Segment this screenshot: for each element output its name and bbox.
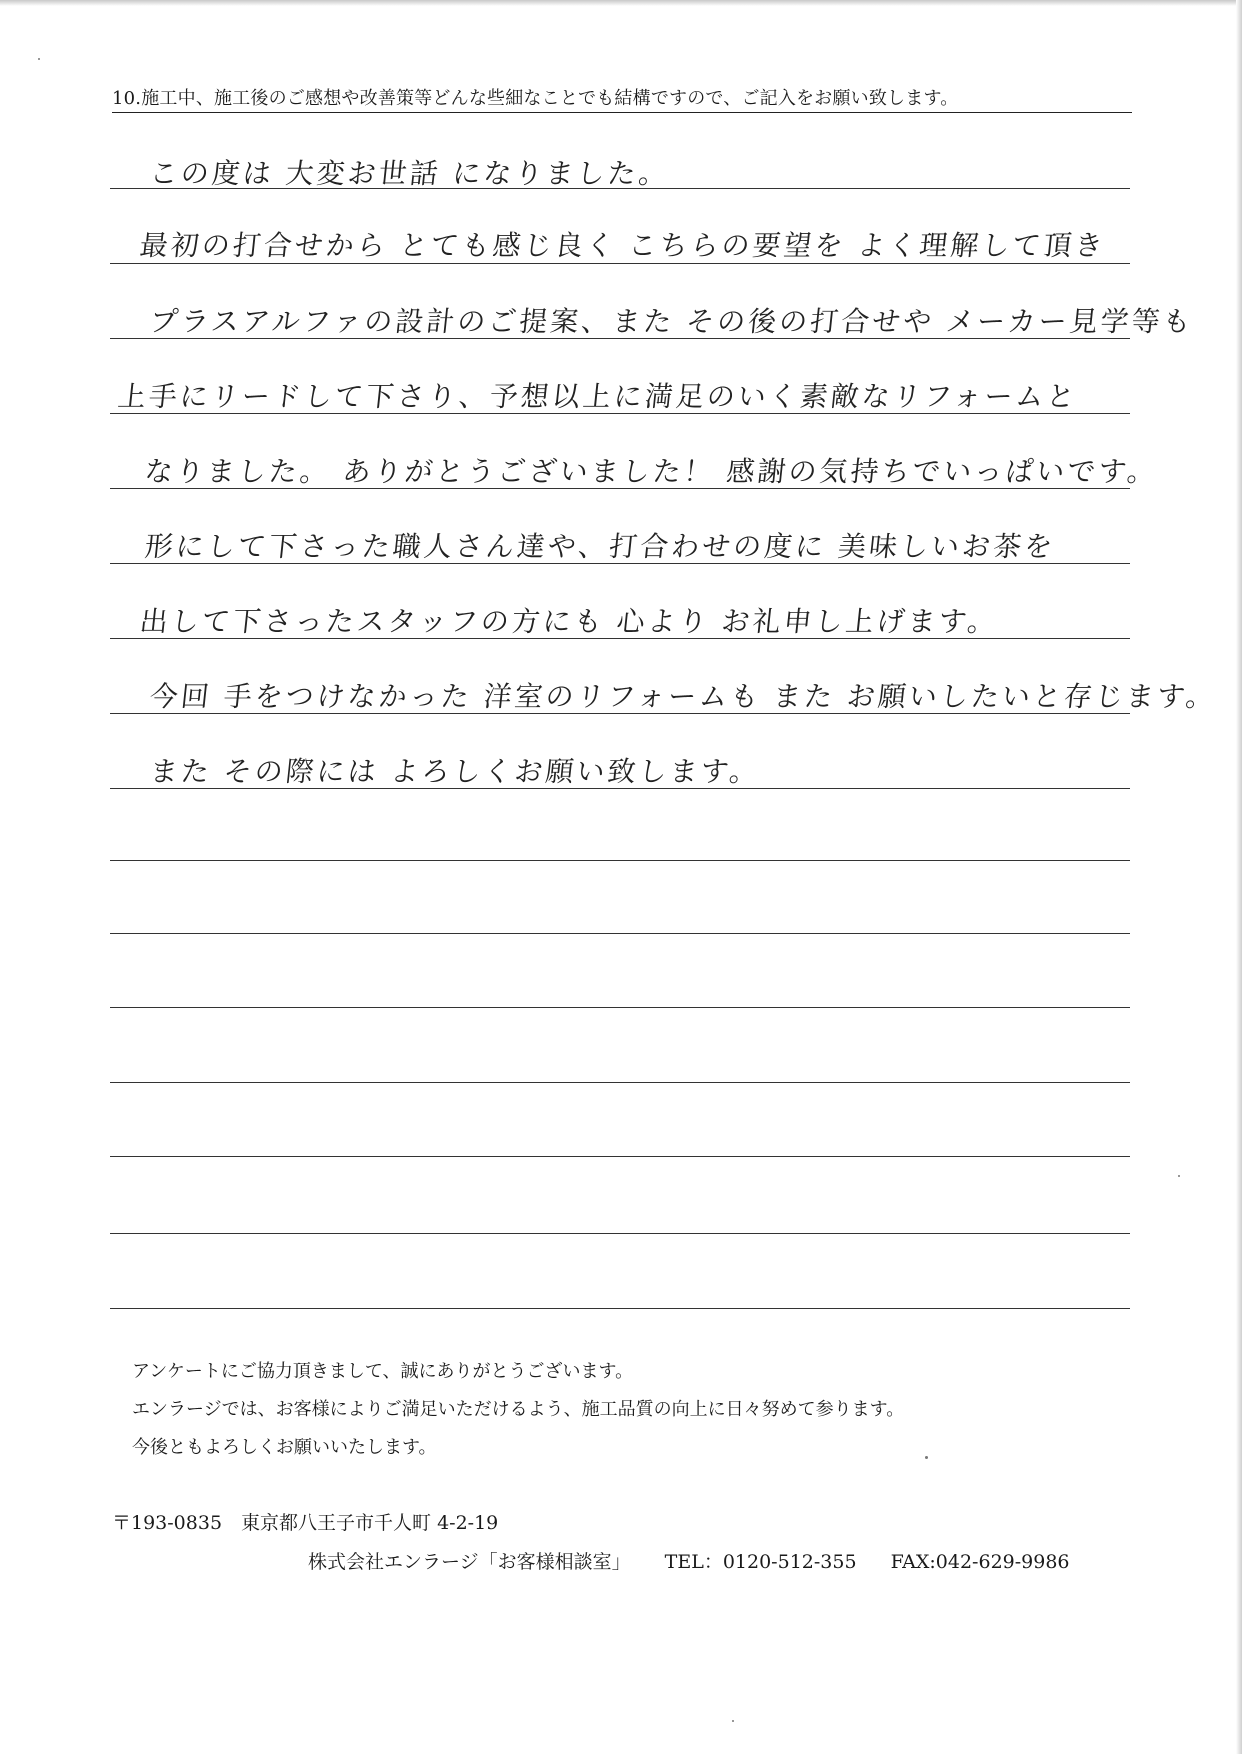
ruled-line (110, 488, 1130, 489)
scan-speck (1178, 1175, 1180, 1177)
answer-line-8: 今回 手をつけなかった 洋室のリフォームも また お願いしたいと存じます。 (148, 680, 1219, 713)
company-name: 株式会社エンラージ「お客様相談室」 (308, 1551, 631, 1573)
scan-speck (732, 1720, 734, 1722)
ruled-line (110, 188, 1130, 189)
answer-line-3: プラスアルファの設計のご提案、また その後の打合せや メーカー見学等も (148, 305, 1196, 338)
ruled-line (110, 860, 1130, 861)
scan-speck (925, 1456, 928, 1459)
fax-number: FAX:042-629-9986 (890, 1551, 1070, 1573)
ruled-line (110, 263, 1130, 264)
tel-number: TEL：0120-512-355 (664, 1551, 857, 1573)
answer-line-1: この度は 大変お世話 になりました。 (148, 157, 672, 190)
ruled-line (110, 933, 1130, 934)
scan-top-edge (0, 0, 1242, 6)
survey-question: 10.施工中、施工後のご感想や改善策等どんな些細なことでも結構ですので、ご記入をお願い致します。 (112, 84, 1132, 113)
postal-address: 〒193-0835 東京都八王子市千人町 4-2-19 (112, 1512, 499, 1534)
footer-thanks-line-2: エンラージでは、お客様によりご満足いただけるよう、施工品質の向上に日々努めて参ります。 (132, 1399, 905, 1420)
answer-line-4: 上手にリードして下さり、予想以上に満足のいく素敵なリフォームと (116, 380, 1080, 413)
scan-right-edge (1236, 0, 1242, 1754)
ruled-line (110, 1308, 1130, 1309)
ruled-line (110, 338, 1130, 339)
ruled-line (110, 1007, 1130, 1008)
ruled-line (110, 1082, 1130, 1083)
ruled-line (110, 563, 1130, 564)
answer-line-7: 出して下さったスタッフの方にも 心より お礼申し上げます。 (138, 605, 1001, 638)
ruled-line (110, 413, 1130, 414)
ruled-line (110, 1233, 1130, 1234)
company-contact (308, 1547, 1070, 1574)
answer-line-2: 最初の打合せから とても感じ良く こちらの要望を よく理解して頂き (138, 229, 1108, 262)
ruled-line (110, 788, 1130, 789)
ruled-line (110, 1156, 1130, 1157)
answer-line-6: 形にして下さった職人さん達や、打合わせの度に 美味しいお茶を (143, 530, 1057, 563)
answer-line-9: また その際には よろしくお願い致します。 (148, 755, 763, 788)
scan-speck (38, 58, 40, 60)
footer-thanks-line-3: 今後ともよろしくお願いいたします。 (132, 1437, 437, 1458)
answer-line-5: なりました。 ありがとうございました！ 感謝の気持ちでいっぱいです。 (143, 455, 1160, 488)
footer-thanks-line-1: アンケートにご協力頂きまして、誠にありがとうございます。 (132, 1361, 634, 1382)
ruled-line (110, 638, 1130, 639)
ruled-line (110, 713, 1130, 714)
